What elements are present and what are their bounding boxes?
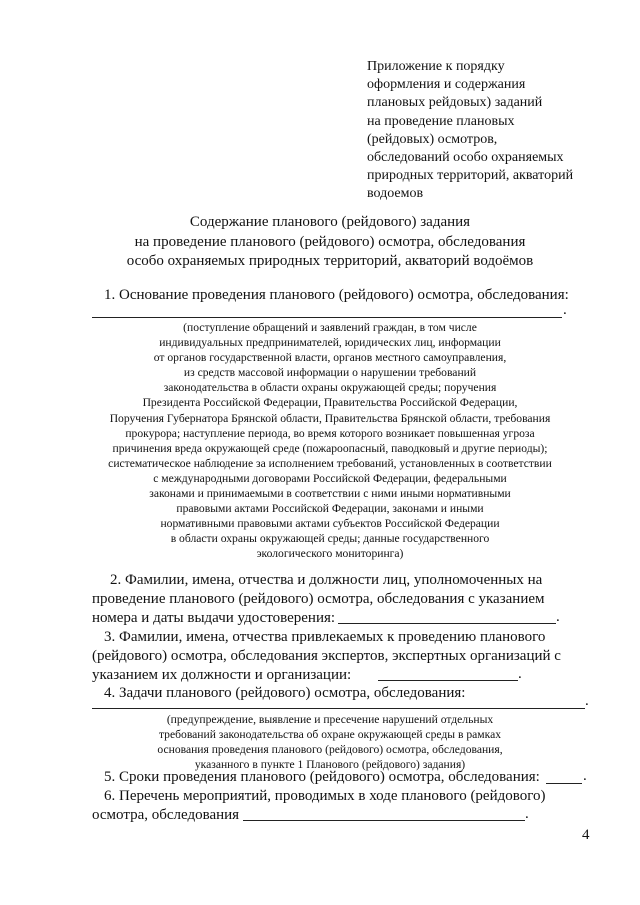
note-line: Поручения Губернатора Брянской области, Правительства Брянской области, требования xyxy=(109,411,551,425)
section2-line1: 2. Фамилии, имена, отчества и должности лиц, уполномоченных на xyxy=(110,572,543,588)
section1-note xyxy=(80,320,580,562)
section1-heading: 1. Основание проведения планового (рейдового) осмотра, обследования: xyxy=(104,287,569,303)
note-line: законами и принимаемыми в соответствии с ними иными нормативными xyxy=(149,487,511,501)
appendix-header xyxy=(367,58,597,204)
appendix-line: обследований особо охраняемых xyxy=(367,150,564,166)
note-line: правовыми актами Российской Федерации, законами и иными xyxy=(176,502,484,516)
section1-period: . xyxy=(563,302,567,318)
note-line: от органов государственной власти, органов местного самоуправления, xyxy=(153,351,507,365)
section4-heading: 4. Задачи планового (рейдового) осмотра, обследования: xyxy=(104,685,466,701)
note-line: законодательства в области охраны окружающей среды; поручения xyxy=(163,381,497,395)
note-line: нормативными правовыми актами субъектов Российской Федерации xyxy=(160,517,500,531)
title-line: на проведение планового (рейдового) осмотра, обследования xyxy=(134,233,526,250)
note-line: экологического мониторинга) xyxy=(256,547,404,561)
note-line: систематическое наблюдение за исполнением требований, установленных в соответствии xyxy=(108,456,552,470)
note-line: требований законодательства об охране окружающей среды в рамках xyxy=(158,728,502,742)
section3-line3: указанием их должности и организации: xyxy=(92,667,352,683)
section3-line1: 3. Фамилии, имена, отчества привлекаемых к проведению планового xyxy=(104,629,546,645)
title-line: Содержание планового (рейдового) задания xyxy=(189,214,471,230)
section2-fill-line xyxy=(338,623,556,624)
appendix-line: природных территорий, акваторий xyxy=(367,168,574,184)
appendix-line: на проведение плановых xyxy=(367,113,515,129)
appendix-line: оформления и содержания xyxy=(367,77,526,93)
note-line: индивидуальных предпринимателей, юридических лиц, информации xyxy=(159,336,501,350)
section5-line1: 5. Сроки проведения планового (рейдового) осмотра, обследования: xyxy=(104,769,540,785)
section5-fill-line xyxy=(546,783,582,784)
section4-period: . xyxy=(585,693,589,709)
note-line: прокурора; наступление периода, во время которого возникает повышенная угроза xyxy=(125,426,535,440)
note-line: Президента Российской Федерации, Правительства Российской Федерации, xyxy=(142,396,518,410)
section2-line3: номера и даты выдачи удостоверения: xyxy=(92,610,336,626)
section4-fill-line xyxy=(92,708,585,709)
title-line: особо охраняемых природных территорий, акваторий водоёмов xyxy=(126,253,534,269)
note-line: причинения вреда окружающей среде (пожароопасный, паводковый и другие периоды); xyxy=(112,441,548,455)
section5-period: . xyxy=(583,768,587,784)
section3-fill-line xyxy=(378,680,518,681)
page-number: 4 xyxy=(582,827,590,843)
section6-line1: 6. Перечень мероприятий, проводимых в ходе планового (рейдового) xyxy=(104,788,546,804)
section6-period: . xyxy=(525,806,529,822)
note-line: с международными договорами Российской Федерации, федеральными xyxy=(153,471,507,485)
note-line: (поступление обращений и заявлений граждан, в том числе xyxy=(183,321,477,334)
document-title xyxy=(80,213,580,272)
section2-period: . xyxy=(556,609,560,625)
appendix-line: плановых рейдовых) заданий xyxy=(367,95,543,111)
note-line: указанного в пункте 1 Планового (рейдового) задания) xyxy=(194,758,466,772)
note-line: в области охраны окружающей среды; данные государственного xyxy=(170,532,490,546)
note-line: из средств массовой информации о нарушении требований xyxy=(183,366,477,380)
note-line: (предупреждение, выявление и пресечение нарушений отдельных xyxy=(166,713,494,726)
note-line: основания проведения планового (рейдового) осмотра, обследования, xyxy=(157,743,503,757)
section3-period: . xyxy=(518,666,522,682)
appendix-line: водоемов xyxy=(367,186,424,202)
section6-line2: осмотра, обследования xyxy=(92,807,240,823)
section4-note xyxy=(80,712,580,772)
appendix-line: Приложение к порядку xyxy=(367,59,505,74)
section6-fill-line xyxy=(243,820,525,821)
section1-fill-line xyxy=(92,317,562,318)
section2-line2: проведение планового (рейдового) осмотра, обследования с указанием xyxy=(92,591,545,607)
section3-line2: (рейдового) осмотра, обследования экспертов, экспертных организаций с xyxy=(92,648,561,664)
appendix-line: (рейдовых) осмотров, xyxy=(367,131,498,147)
